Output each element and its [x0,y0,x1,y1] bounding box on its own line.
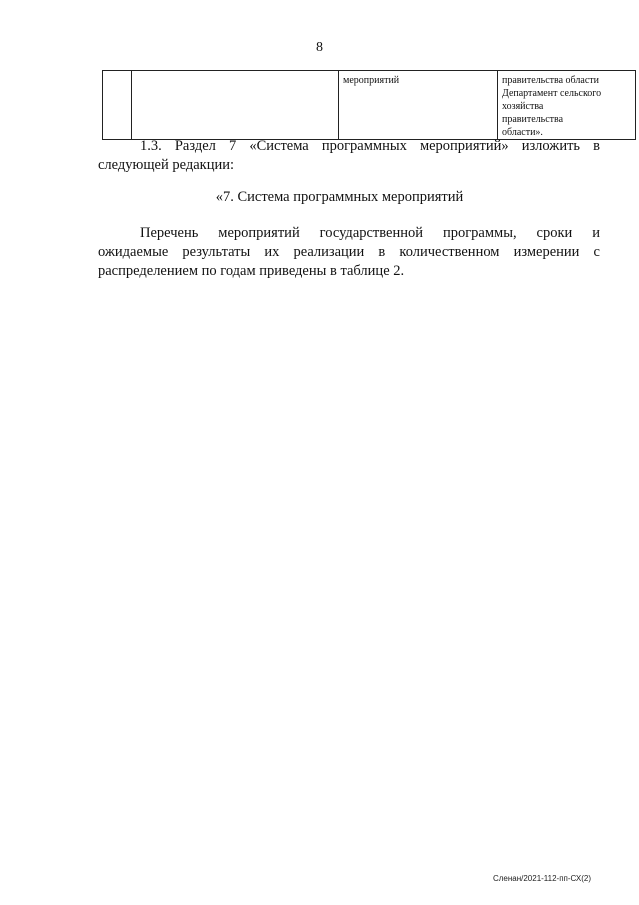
table-cell-number [103,71,132,140]
table-row [103,71,636,140]
table-cell-line: хозяйства [502,101,544,112]
paragraph-amendment-line-1: 1.3. Раздел 7 «Система программных мероприятий» изложить в [140,138,600,154]
table-cell-line: правительства области [502,75,599,86]
table-cell-line: области». [502,127,543,138]
page-number: 8 [316,40,323,55]
continuation-table [102,70,636,140]
paragraph-program-list-line-2: ожидаемые результаты их реализации в количественном измерении с [98,244,600,260]
paragraph-amendment-line-2: следующей редакции: [98,157,235,173]
table-cell-indicator-text: мероприятий [343,75,400,86]
paragraph-program-list [98,224,600,281]
paragraph-amendment [98,137,600,175]
table-cell-name [132,71,339,140]
table-cell-line: правительства [502,114,564,125]
document-code: Сленан/2021-112-пп-СХ(2) [492,874,591,883]
table-cell-line: Департамент сельского [502,88,602,99]
table-cell-responsible [498,71,636,140]
section-heading: «7. Система программных мероприятий [215,189,464,205]
table-cell-indicator [339,71,498,140]
paragraph-program-list-line-1: Перечень мероприятий государственной программы, сроки и [140,225,600,241]
paragraph-program-list-line-3: распределением по годам приведены в таблице 2. [98,263,405,279]
table-cell-responsible-text [502,74,631,139]
